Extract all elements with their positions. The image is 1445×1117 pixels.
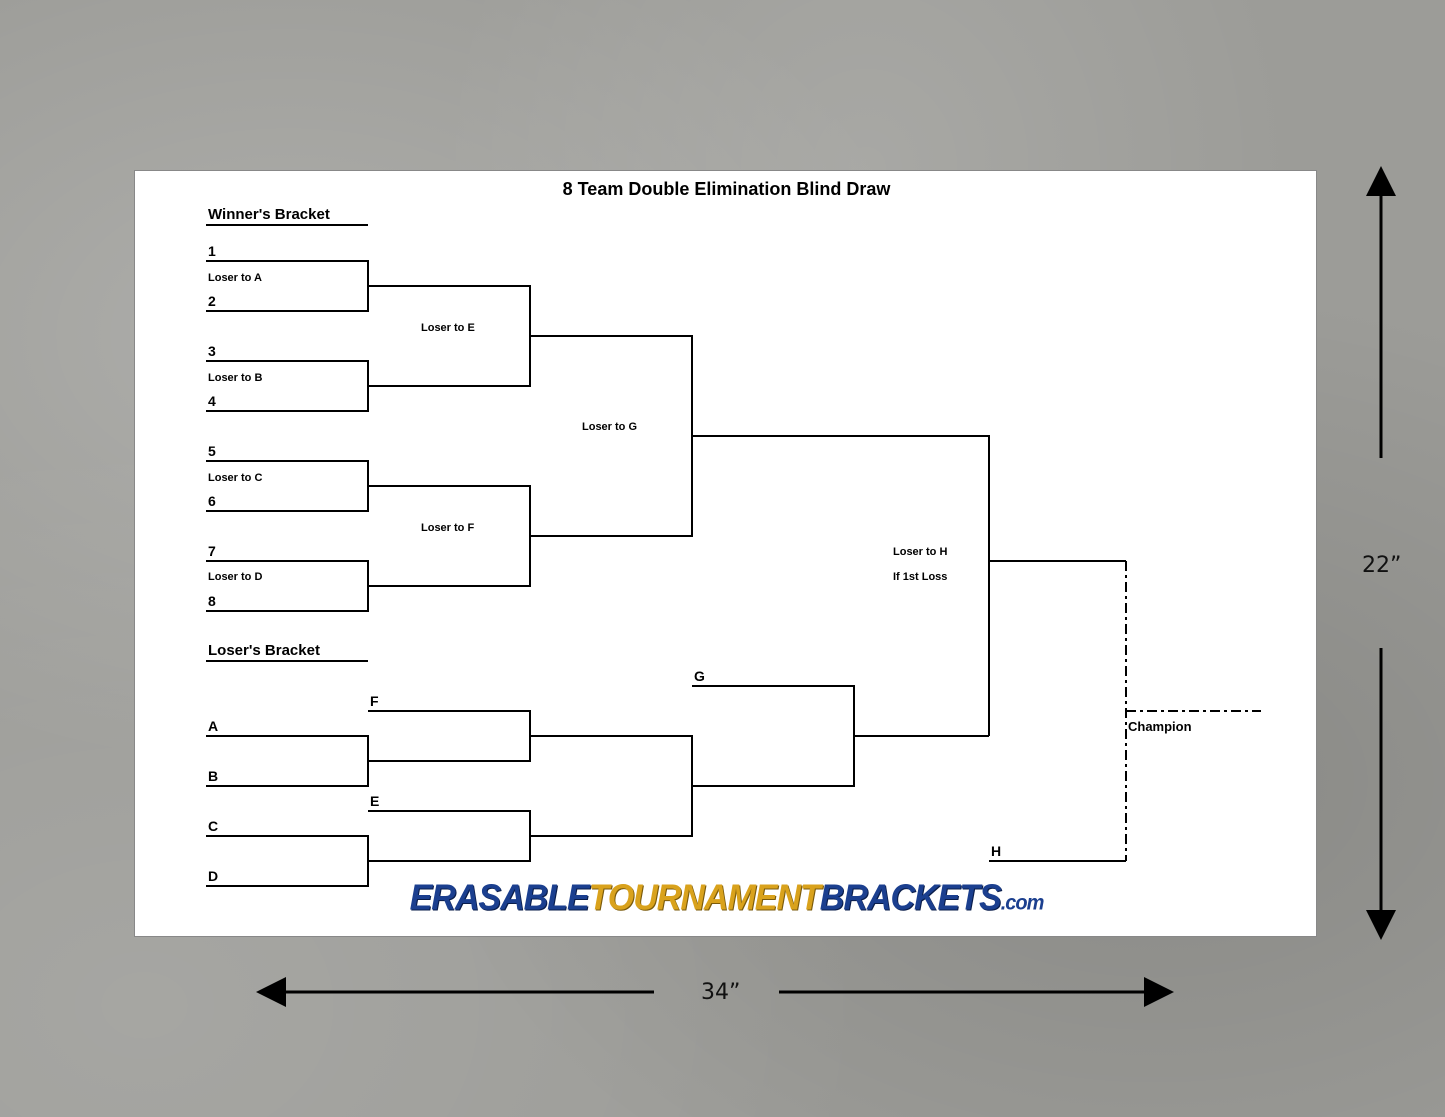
winners-final [692, 436, 989, 736]
champion-label: Champion [1128, 719, 1192, 734]
seed-3: 3 [208, 343, 216, 359]
seed-6: 6 [208, 493, 216, 509]
losers-match-g [692, 686, 854, 786]
match-f [368, 486, 530, 586]
bracket-lines [135, 171, 1318, 938]
winners-bracket-label: Winner's Bracket [208, 206, 330, 223]
loser-note-d: Loser to D [208, 571, 263, 583]
match-7-8 [206, 561, 368, 611]
losers-bracket-label: Loser's Bracket [208, 642, 320, 659]
match-e [368, 286, 530, 386]
losers-drop-g: G [694, 668, 705, 684]
match-1-2 [206, 261, 368, 311]
seed-2: 2 [208, 293, 216, 309]
loser-note-c: Loser to C [208, 472, 263, 484]
loser-note-b: Loser to B [208, 372, 263, 384]
losers-entry-c: C [208, 818, 219, 834]
losers-drop-f: F [370, 693, 379, 709]
match-g [530, 336, 692, 536]
width-dimension-label: 34” [701, 980, 741, 1005]
losers-drop-e: E [370, 793, 380, 809]
losers-drop-h: H [991, 843, 1002, 859]
losers-entry-a: A [208, 718, 219, 734]
losers-match-e [368, 811, 530, 861]
site-logo: ERASABLETOURNAMENTBRACKETS.com [409, 878, 1044, 918]
losers-semi [530, 736, 692, 836]
loser-note-g: Loser to G [582, 421, 638, 433]
seed-1: 1 [208, 243, 216, 259]
height-dimension-label: 22” [1362, 553, 1402, 578]
bracket-board [134, 170, 1317, 937]
loser-note-f: Loser to F [421, 522, 475, 534]
loser-note-h-condition: If 1st Loss [893, 571, 948, 583]
losers-entry-b: B [208, 768, 219, 784]
loser-note-h: Loser to H [893, 546, 948, 558]
seed-5: 5 [208, 443, 216, 459]
losers-entry-d: D [208, 868, 219, 884]
match-5-6 [206, 461, 368, 511]
seed-7: 7 [208, 543, 216, 559]
seed-4: 4 [208, 393, 216, 409]
losers-match-a-b [206, 736, 368, 786]
losers-match-f [368, 711, 530, 761]
page-title: 8 Team Double Elimination Blind Draw [562, 179, 891, 199]
loser-note-e: Loser to E [421, 322, 475, 334]
seed-8: 8 [208, 593, 216, 609]
match-3-4 [206, 361, 368, 411]
loser-note-a: Loser to A [208, 272, 262, 284]
